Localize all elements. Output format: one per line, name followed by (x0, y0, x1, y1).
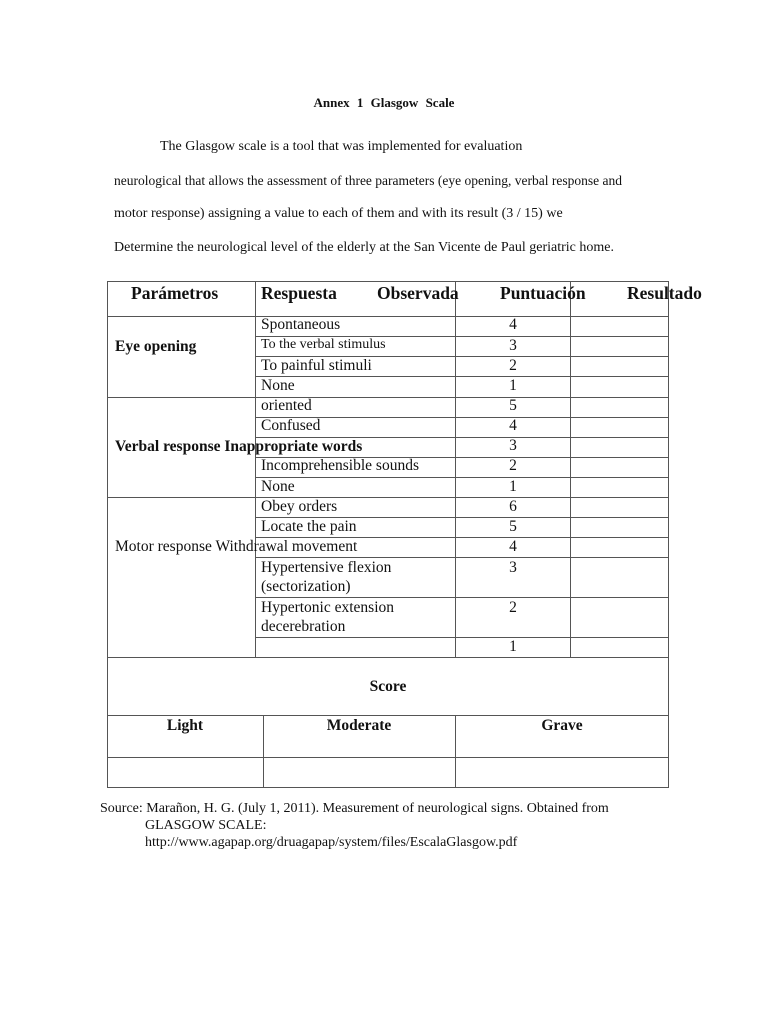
intro-paragraph-line-1: The Glasgow scale is a tool that was implemented for evaluation (160, 139, 523, 154)
response-cell: Confused (261, 417, 321, 434)
header-resultado: Resultado (627, 283, 702, 303)
response-cell: oriented (261, 397, 312, 414)
response-cell: Hypertonic extension (261, 599, 395, 616)
score-cell: 2 (509, 357, 517, 374)
score-cell: 2 (509, 457, 517, 474)
score-level-light: Light (166, 717, 204, 734)
response-cell: None (261, 478, 295, 495)
score-cell: 3 (509, 437, 517, 454)
param-eye-opening: Eye opening (115, 338, 197, 355)
header-parametros: Parámetros (131, 283, 219, 303)
response-cell: None (261, 377, 295, 394)
response-cell: Hypertensive flexion (261, 559, 392, 576)
score-cell: 1 (509, 638, 517, 655)
response-cell: To painful stimuli (261, 357, 372, 374)
param-motor-response: Motor response Withdrawal movement (115, 538, 358, 555)
response-cell: To the verbal stimulus (261, 337, 386, 352)
param-verbal-response: Verbal response Inappropriate words (115, 438, 363, 455)
score-cell: 1 (509, 478, 517, 495)
response-cell-continued: decerebration (261, 618, 346, 635)
response-cell-continued: (sectorization) (261, 578, 351, 595)
source-citation: Source: Marañon, H. G. (July 1, 2011). Measurement of neurological signs. Obtained from (100, 801, 609, 816)
document-title: Annex 1 Glasgow Scale (313, 95, 455, 110)
response-cell: Incomprehensible sounds (261, 457, 419, 474)
score-cell: 6 (509, 498, 517, 515)
score-cell: 1 (509, 377, 517, 394)
response-cell: Obey orders (261, 498, 338, 515)
score-cell: 2 (509, 599, 517, 616)
response-cell: Locate the pain (261, 518, 357, 535)
intro-paragraph-line-2: neurological that allows the assessment of three parameters (eye opening, verbal response and (114, 173, 622, 188)
score-title: Score (369, 678, 407, 695)
intro-paragraph-line-4: Determine the neurological level of the elderly at the San Vicente de Paul geriatric home. (114, 240, 614, 255)
header-respuesta: Respuesta (261, 283, 337, 303)
response-cell: Spontaneous (261, 316, 341, 333)
score-cell: 5 (509, 518, 517, 535)
source-url: http://www.agapap.org/druagapap/system/files/EscalaGlasgow.pdf (145, 835, 518, 850)
score-cell: 4 (509, 316, 517, 333)
header-puntuacion: Puntuación (500, 283, 586, 303)
score-cell: 3 (509, 337, 517, 354)
score-cell: 4 (509, 538, 517, 555)
score-cell: 3 (509, 559, 517, 576)
source-citation-title: GLASGOW SCALE: (145, 818, 267, 833)
score-level-moderate: Moderate (326, 717, 392, 734)
score-cell: 4 (509, 417, 517, 434)
score-level-grave: Grave (541, 717, 583, 734)
intro-paragraph-line-3: motor response) assigning a value to each of them and with its result (3 / 15) we (114, 206, 563, 221)
score-cell: 5 (509, 397, 517, 414)
header-observada: Observada (377, 283, 459, 303)
